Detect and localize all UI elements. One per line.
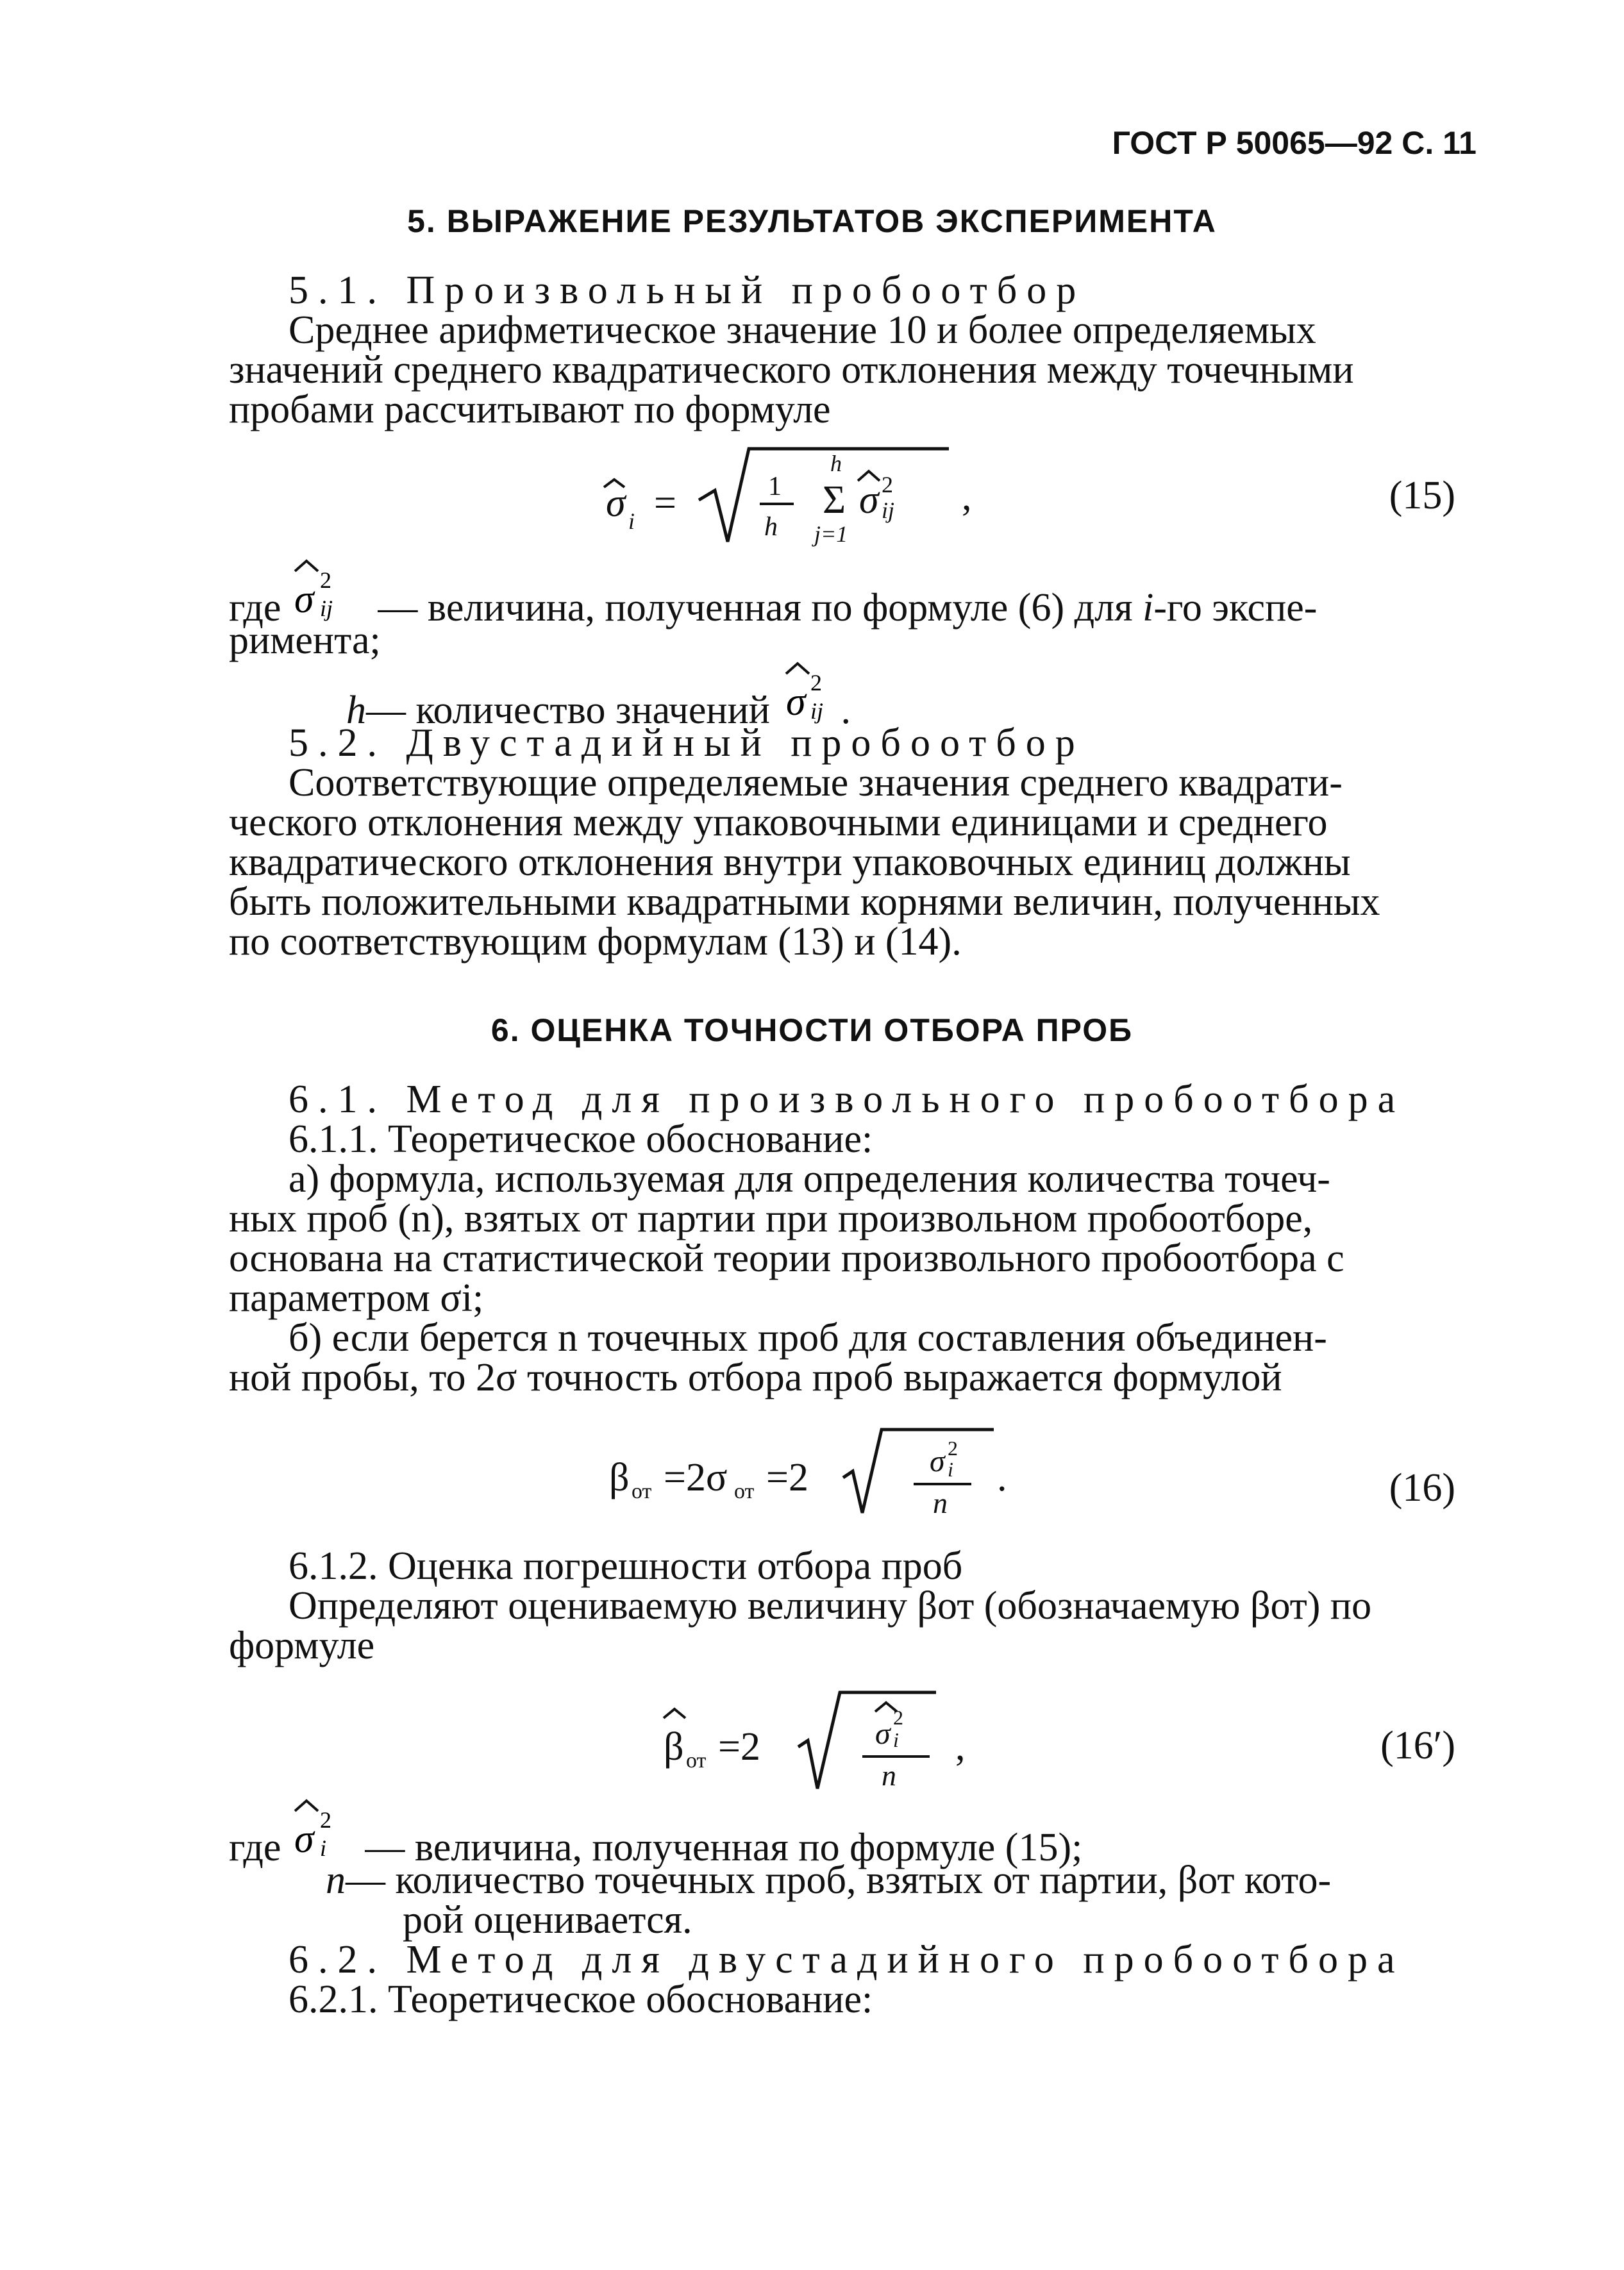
formula-16 xyxy=(596,1410,1045,1532)
svg-text:ij: ij xyxy=(319,596,333,621)
where-text: — количество точечных проб, взятых от партии, βот кото- xyxy=(346,1858,1332,1902)
paragraph-line: быть положительными квадратными корнями величин, полученных xyxy=(229,880,1380,924)
hat-mark xyxy=(664,1709,685,1718)
formula-16p-num-sub: i xyxy=(893,1728,899,1751)
subsection-5-1-title: 5.1. Произвольный пробоотбор xyxy=(289,269,1086,312)
period: . xyxy=(841,689,851,732)
svg-text:2: 2 xyxy=(319,567,331,593)
subsection-6-2-title: 6.2. Метод для двустадийного пробоотбора xyxy=(289,1938,1405,1982)
formula-16-num-sub: i xyxy=(948,1458,953,1481)
formula-16-period: . xyxy=(997,1456,1007,1499)
formula-15-sub: ij xyxy=(882,497,895,523)
where-text: — величина, полученная по формуле (6) для xyxy=(378,586,1133,630)
formula-16p-num-sup: 2 xyxy=(893,1706,903,1729)
equation-number-15: (15) xyxy=(1389,474,1455,517)
formula-16p-eq: =2 xyxy=(718,1725,760,1769)
formula-15-sum-lower: j=1 xyxy=(814,521,848,547)
radical-sign xyxy=(798,1692,936,1789)
summation-sign: Σ xyxy=(823,478,846,522)
formula-16-num-sup: 2 xyxy=(948,1437,958,1460)
svg-text:σ: σ xyxy=(294,578,314,621)
symbol-h: h xyxy=(346,689,366,732)
sigma-ij-squared-hat xyxy=(780,670,841,724)
formula-16p-beta: β xyxy=(664,1725,684,1769)
svg-text:ij: ij xyxy=(810,698,824,724)
where-text: — количество значений xyxy=(366,689,770,732)
paragraph-line: ных проб (n), взятых от партии при произвольном пробоотборе, xyxy=(229,1197,1313,1240)
formula-15-lhs: σ xyxy=(606,481,626,525)
svg-text:2: 2 xyxy=(810,670,823,696)
paragraph-line: Определяют оцениваемую величину βот (обозначаемую βот) по xyxy=(289,1584,1372,1628)
paragraph-line: б) если берется n точечных проб для составления объединен- xyxy=(289,1316,1327,1360)
symbol-n: n xyxy=(326,1858,346,1902)
where-line-4-cont: рой оценивается. xyxy=(403,1898,692,1942)
svg-text:σ: σ xyxy=(294,1817,314,1861)
formula-16-sub-ot: от xyxy=(632,1480,652,1503)
formula-16-eq1: =2σ xyxy=(664,1456,728,1499)
paragraph-line: ческого отклонения между упаковочными единицами и среднего xyxy=(229,801,1328,844)
formula-15-equals: = xyxy=(654,481,676,525)
index-i: i xyxy=(1143,586,1154,630)
subsection-5-2-title: 5.2. Двустадийный пробоотбор xyxy=(289,721,1085,765)
equation-number-16-prime: (16′) xyxy=(1380,1724,1455,1767)
where-text: — величина, полученная по формуле (15); xyxy=(365,1826,1083,1869)
formula-15-frac-num: 1 xyxy=(768,472,782,501)
sigma-i-squared-hat xyxy=(291,1807,342,1861)
paragraph-line: формуле xyxy=(229,1624,375,1667)
paragraph-line: Соответствующие определяемые значения среднего квадрати- xyxy=(289,761,1343,805)
section-6-heading: 6. ОЦЕНКА ТОЧНОСТИ ОТБОРА ПРОБ xyxy=(490,1012,1134,1048)
formula-15-comma: , xyxy=(962,475,972,519)
formula-16-eq2: =2 xyxy=(766,1456,808,1499)
equation-number-16: (16) xyxy=(1389,1466,1455,1510)
paragraph-line: по соответствующим формулам (13) и (14). xyxy=(229,920,962,964)
formula-16p-comma: , xyxy=(955,1725,966,1769)
where-line-1-cont: римента; xyxy=(229,619,381,662)
formula-16p-sub-ot: от xyxy=(686,1749,707,1773)
subsection-6-1-1: 6.1.1. Теоретическое обоснование: xyxy=(289,1117,873,1161)
subsection-6-2-1: 6.2.1. Теоретическое обоснование: xyxy=(289,1978,873,2021)
subsection-6-1-title: 6.1. Метод для произвольного пробоотбора xyxy=(289,1078,1405,1121)
formula-16-sub-ot-2: от xyxy=(734,1480,755,1503)
formula-16p-den: n xyxy=(882,1759,896,1792)
formula-15-lhs-sub: i xyxy=(628,508,635,534)
where-line-1 xyxy=(229,567,1318,630)
where-tail: -го экспе- xyxy=(1153,586,1318,630)
svg-text:σ: σ xyxy=(786,680,807,724)
formula-15-sigma: σ xyxy=(859,478,879,522)
paragraph-line: Среднее арифметическое значение 10 и более определяемых xyxy=(289,308,1316,352)
paragraph-line: а) формула, используемая для определения количества точеч- xyxy=(289,1157,1330,1201)
paragraph-line: пробами рассчитывают по формуле xyxy=(229,388,831,431)
formula-16-den: n xyxy=(933,1487,948,1519)
formula-15-sup: 2 xyxy=(882,472,893,497)
svg-text:i: i xyxy=(319,1835,326,1861)
formula-16p-num: σ xyxy=(875,1717,891,1751)
svg-text:2: 2 xyxy=(319,1807,331,1833)
section-5-heading: 5. ВЫРАЖЕНИЕ РЕЗУЛЬТАТОВ ЭКСПЕРИМЕНТА xyxy=(407,203,1217,239)
paragraph-line: основана на статистической теории произвольного пробоотбора с xyxy=(229,1237,1344,1280)
paragraph-line: параметром σi; xyxy=(229,1276,484,1320)
paragraph-line: квадратического отклонения внутри упаковочных единиц должны xyxy=(229,840,1351,884)
subsection-6-1-2: 6.1.2. Оценка погрешности отбора проб xyxy=(289,1544,963,1588)
where-line-4 xyxy=(326,1860,1331,1900)
sigma-ij-squared-hat xyxy=(291,567,355,621)
formula-16-beta: β xyxy=(609,1456,630,1499)
where-prefix: где xyxy=(229,586,281,630)
formula-16-num: σ xyxy=(930,1444,945,1478)
radical-sign xyxy=(843,1430,994,1513)
formula-15-sum-upper: h xyxy=(830,451,842,476)
running-head: ГОСТ Р 50065—92 С. 11 xyxy=(1112,125,1477,161)
formula-15-frac-den: h xyxy=(764,512,778,542)
formula-16-prime xyxy=(648,1680,1032,1808)
formula-15 xyxy=(590,436,1051,564)
paragraph-line: значений среднего квадратического отклонения между точечными xyxy=(229,348,1354,392)
where-prefix: где xyxy=(229,1826,281,1869)
paragraph-line: ной пробы, то 2σ точность отбора проб выражается формулой xyxy=(229,1356,1282,1399)
